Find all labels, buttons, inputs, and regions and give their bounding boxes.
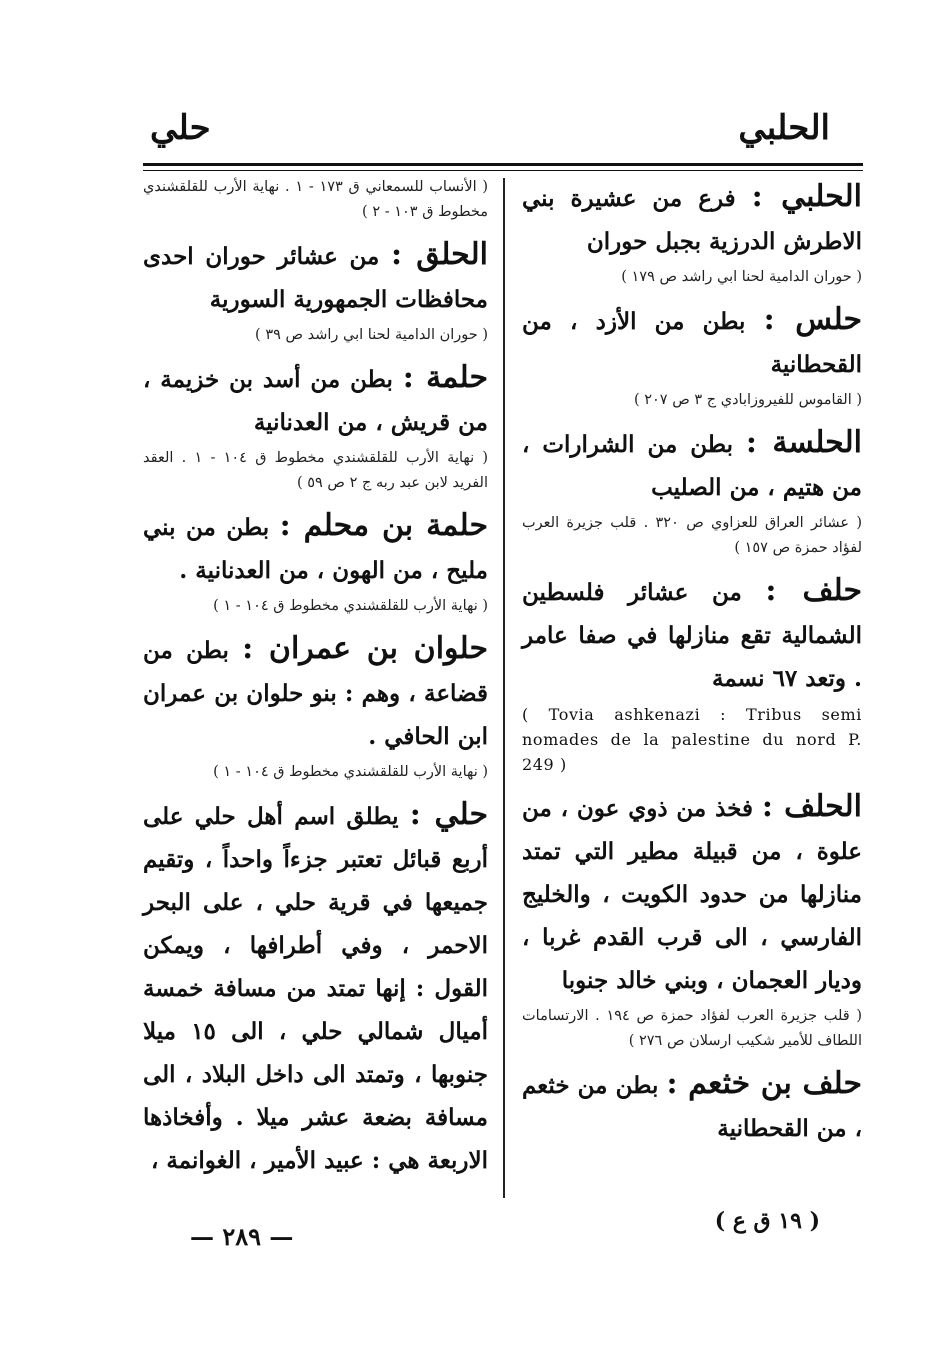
- entry: [143, 356, 488, 444]
- entry: [143, 233, 488, 321]
- entry-text: بطن من الشرارات ، من هتيم ، من الصليب: [522, 431, 862, 501]
- entry-reference: ( الأنساب للسمعاني ق ١٧٣ - ١ . نهاية الأرب للقلقشندي مخطوط ق ١٠٣ - ٢ ): [143, 179, 488, 220]
- entry-text: فخذ من ذوي عون ، من علوة ، من قبيلة مطير التي تمتد منازلها من حدود الكويت ، والخليج الفارسي ، الى قرب القدم غربا ، وديار العجمان ، وبني خالد جنوبا: [522, 795, 862, 994]
- entry: [522, 569, 862, 700]
- entry: [143, 504, 488, 592]
- right-column: [522, 175, 862, 1152]
- entry-reference: ( حوران الدامية لحنا ابي راشد ص ١٧٩ ): [621, 269, 862, 285]
- entry-reference: ( قلب جزيرة العرب لفؤاد حمزة ص ١٩٤ . الارتسامات اللطاف للأمير شكيب ارسلان ص ٢٧٦ ): [522, 1008, 862, 1049]
- entry: [522, 1062, 862, 1150]
- entry-headword: حلمة :: [402, 360, 488, 395]
- header-rule-thick: [143, 163, 863, 166]
- entry: [522, 298, 862, 386]
- entry-text: يطلق اسم أهل حلي على أربع قبائل تعتبر جزءاً واحداً ، وتقيم جميعها في قرية حلي ، على البحر الاحمر ، وفي أطرافها ، ويمكن القول : إنها تمتد من مسافة خمسة أميال شمالي حلي ، الى ١٥ ميلا جنوبها ، وتمتد الى داخل البلاد ، الى مسافة بضعة عشر ميلا . وأفخاذها الاربعة هي : عبيد الأمير ، الغوانمة ،: [143, 803, 488, 1174]
- entry: [143, 627, 488, 758]
- column-separator: [503, 178, 505, 1198]
- entry-headword: الحلسة :: [745, 425, 862, 460]
- entry-text: من عشائر فلسطين الشمالية تقع منازلها في صفا عامر . وتعد ٦٧ نسمة: [522, 579, 862, 692]
- entry-reference: ( عشائر العراق للعزاوي ص ٣٢٠ . قلب جزيرة العرب لفؤاد حمزة ص ١٥٧ ): [522, 515, 862, 556]
- entry-headword: حلف بن خثعم :: [666, 1066, 862, 1101]
- entry-reference: ( نهاية الأرب للقلقشندي مخطوط ق ١٠٤ - ١ ): [213, 764, 488, 780]
- entry-text: فرع من عشيرة بني الاطرش الدرزية بجبل حوران: [522, 185, 862, 255]
- entry-text: بطن من أسد بن خزيمة ، من قريش ، من العدنانية: [143, 366, 488, 436]
- signature-mark: ( ١٩ ق ع ): [714, 1208, 820, 1234]
- entry-headword: الحلف :: [761, 789, 862, 824]
- entry: [522, 175, 862, 263]
- running-head-left: حلي: [150, 108, 211, 148]
- entry-text: بطن من بني مليح ، من الهون ، من العدنانية .: [143, 514, 488, 584]
- entry-headword: حلف :: [765, 573, 862, 608]
- entry-reference: ( القاموس للفيروزابادي ج ٣ ص ٢٠٧ ): [633, 392, 862, 408]
- entry-reference: ( حوران الدامية لحنا ابي راشد ص ٣٩ ): [255, 327, 488, 343]
- left-column: [143, 175, 488, 1184]
- entry: [522, 421, 862, 509]
- entry-text: بطن من الأزد ، من القحطانية: [522, 308, 862, 378]
- header-rule-thin: [143, 170, 863, 171]
- entry-reference: ( نهاية الأرب للقلقشندي مخطوط ق ١٠٤ - ١ ): [213, 598, 488, 614]
- entry-reference: ( نهاية الأرب للقلقشندي مخطوط ق ١٠٤ - ١ . العقد الفريد لابن عبد ربه ج ٢ ص ٥٩ ): [143, 450, 489, 491]
- entry: [143, 793, 488, 1182]
- running-head-right: الحلبي: [738, 108, 830, 148]
- entry-headword: الحلبي :: [751, 179, 862, 214]
- entry-headword: حلمة بن محلم :: [279, 508, 488, 543]
- entry-reference-latin: ( Tovia ashkenazi : Tribus semi nomades de la palestine du nord P. 249 ): [522, 705, 862, 774]
- entry-text: من عشائر حوران احدى محافظات الجمهورية السورية: [143, 243, 488, 313]
- entry-text: بطن من قضاعة ، وهم : بنو حلوان بن عمران ابن الحافي .: [143, 637, 488, 750]
- entry: [522, 785, 862, 1002]
- entry-headword: الحلق :: [391, 237, 489, 272]
- page-number: — ٢٨٩ —: [190, 1222, 294, 1251]
- entry-headword: حلوان بن عمران :: [242, 631, 488, 666]
- entry-text: بطن من خثعم ، من القحطانية: [522, 1072, 862, 1142]
- entry-headword: حلس :: [763, 302, 863, 337]
- entry-headword: حلي :: [409, 797, 488, 832]
